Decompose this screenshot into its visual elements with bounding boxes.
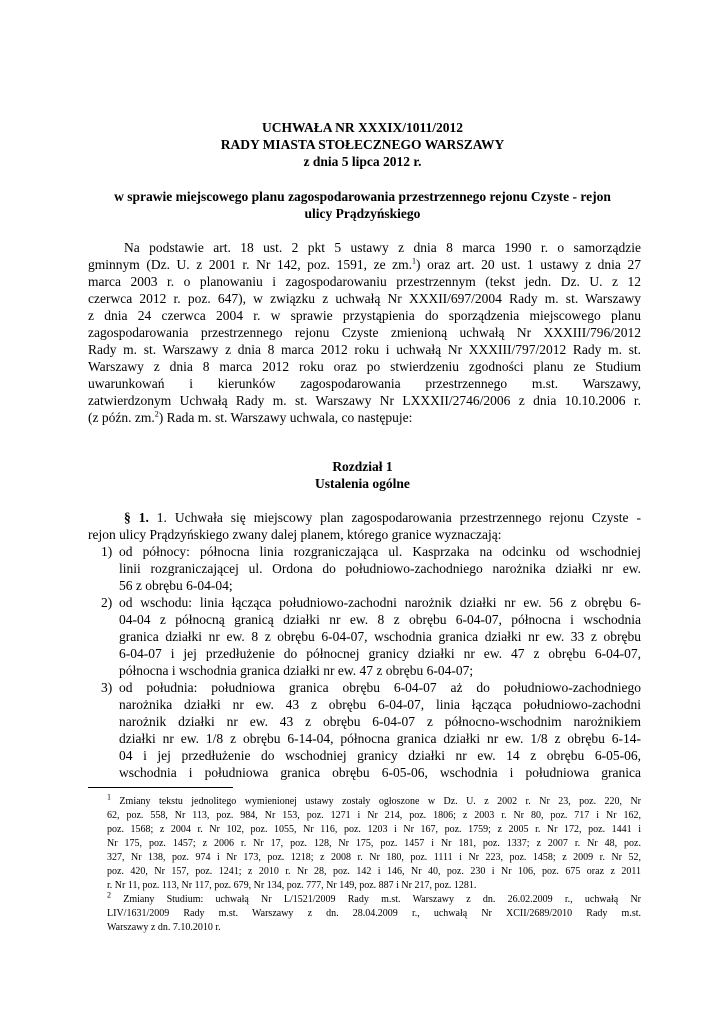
footnote-2-line: LIV/1631/2009 Rady m.st. Warszawy z dn. 28.04.2009 r., uchwałą Nr XCII/2689/2010 Rady m.st.: [107, 908, 641, 919]
subject-line-2: ulicy Prądzyńskiego: [304, 206, 421, 221]
preamble-line: Na podstawie art. 18 ust. 2 pkt 5 ustawy z dnia 8 marca 1990 r. o samorządzie: [124, 240, 641, 255]
footnote-1-line: poz. 1568; z 2004 r. Nr 102, poz. 1055, Nr 116, poz. 1203 i Nr 167, poz. 1759; z 2005 r. Nr 172, poz. 1441 i: [107, 824, 641, 835]
list-item-line: narożnika działki nr ew. 43 z obrębu 6-04-07, linia łącząca południowo-zachodni: [119, 697, 641, 712]
list-item-number: 1): [101, 544, 113, 559]
list-item-number: 3): [101, 680, 113, 695]
list-item-line: działki nr ew. 1/8 z obrębu 6-14-04, północna granica działki nr ew. 1/8 z obrębu 6-14-: [119, 731, 641, 746]
footnote-mark-1: 1: [107, 792, 111, 802]
list-item-line: wschodnia i południowa granica obrębu 6-05-06, wschodnia i południowa granica: [119, 765, 641, 780]
footnote-ref-2: 2: [154, 409, 159, 419]
footnote-1-line: r. Nr 11, poz. 113, Nr 117, poz. 679, Nr 134, poz. 777, Nr 149, poz. 887 i Nr 217, poz. 1281.: [107, 880, 477, 891]
preamble-line: uwarunkowań i kierunków zagospodarowania przestrzennego m.st. Warszawy,: [88, 376, 641, 391]
list-item-line: 04 i jej przedłużenie do wschodniej granicy działki nr ew. 14 z obrębu 6-05-06,: [119, 748, 641, 763]
list-item-line: narożnik działki nr ew. 43 z obrębu 6-04-07 z północno-wschodnim narożnikiem: [119, 714, 641, 729]
resolution-number: UCHWAŁA NR XXXIX/1011/2012: [261, 120, 464, 135]
list-item-line: północna i wschodnia granica działki nr ew. 47 z obrębu 6-04-07;: [119, 663, 474, 678]
preamble-line: Warszawy z dnia 8 marca 2012 roku oraz po stwierdzeniu zgodności planu ze Studium: [88, 359, 641, 374]
resolution-date: z dnia 5 lipca 2012 r.: [303, 154, 422, 169]
list-item-line: granica działki nr ew. 8 z obrębu 6-04-07, wschodnia granica działki nr ew. 33 z obrębu: [119, 629, 641, 644]
preamble-line: z dnia 24 czerwca 2004 r. w sprawie przystąpienia do sporządzenia miejscowego planu: [88, 308, 641, 323]
chapter-title: Rozdział 1: [332, 459, 393, 474]
footnote-2-line: Warszawy z dn. 7.10.2010 r.: [107, 922, 221, 933]
list-item-line: od południa: południowa granica obrębu 6-04-07 aż do południowo-zachodniego: [119, 680, 641, 695]
preamble-line: Rady m. st. Warszawy z dnia 8 marca 2012 roku i uchwałą Nr XXXIII/797/2012 Rady m. st.: [88, 342, 641, 357]
preamble-line: marca 2003 r. o planowaniu i zagospodarowaniu przestrzennym (tekst jedn. Dz. U. z 12: [88, 274, 641, 289]
footnote-2-line: $^2$ Zmiany Studium: uchwałą Nr L/1521/2009 Rady m.st. Warszawy z dn. 26.02.2009 r., uchwałą Nr: [107, 890, 641, 905]
footnote-separator: [88, 787, 233, 788]
section-1-intro-cont: rejon ulicy Prądzyńskiego zwany dalej planem, którego granice wyznaczają:: [88, 527, 502, 542]
footnote-1-line: 62, poz. 558, Nr 113, poz. 984, Nr 153, poz. 1271 i Nr 214, poz. 1806; z 2003 r. Nr 80, poz. 717 i Nr 162,: [107, 810, 641, 821]
preamble-line: zagospodarowania przestrzennego rejonu Czyste zmienioną uchwałą Nr XXXIII/796/2012: [88, 325, 641, 340]
list-item-number: 2): [101, 595, 113, 610]
preamble-line: czerwca 2012 r. poz. 647), w związku z uchwałą Nr XXXII/697/2004 Rady m. st. Warszawy: [88, 291, 641, 306]
list-item-line: 04-04 z północną granicą działki nr ew. 8 z obrębu 6-04-07, północna i wschodnia: [119, 612, 641, 627]
list-item-line: 56 z obrębu 6-04-04;: [119, 578, 233, 593]
footnote-ref-1: 1: [412, 256, 417, 266]
preamble-line: zatwierdzonym Uchwałą Rady m. st. Warszawy Nr LXXXII/2746/2006 z dnia 10.10.2006 r.: [88, 393, 641, 408]
section-1-intro: § 1. 1. Uchwała się miejscowy plan zagospodarowania przestrzennego rejonu Czyste -: [124, 510, 641, 525]
subject-line-1: w sprawie miejscowego planu zagospodarowania przestrzennego rejonu Czyste - rejon: [114, 189, 611, 204]
chapter-subtitle: Ustalenia ogólne: [315, 476, 410, 491]
preamble-line: (z późn. zm.$^2$) Rada m. st. Warszawy uchwala, co następuje:: [88, 409, 413, 425]
footnote-1-line: $^1$ Zmiany tekstu jednolitego wymienionej ustawy zostały ogłoszone w Dz. U. z 2002 r. Nr 23, poz. 220, Nr: [107, 792, 641, 807]
list-item-line: 6-04-07 i jej przedłużenie do północnej granicy działki nr ew. 47 z obrębu 6-04-07,: [119, 646, 641, 661]
footnote-1-line: poz. 420, Nr 157, poz. 1241; z 2010 r. Nr 28, poz. 142 i 146, Nr 40, poz. 230 i Nr 106, poz. 675 oraz z 2011: [107, 866, 641, 877]
section-mark: § 1.: [124, 510, 149, 525]
footnote-mark-2: 2: [107, 890, 111, 900]
footnote-1-line: Nr 175, poz. 1457; z 2006 r. Nr 17, poz. 128, Nr 175, poz. 1457 i Nr 181, poz. 1337; z 2007 r. Nr 48, poz.: [107, 838, 641, 849]
list-item-line: od północy: północna linia rozgraniczająca ul. Kasprzaka na odcinku od wschodniej: [119, 544, 641, 559]
preamble-line: gminnym (Dz. U. z 2001 r. Nr 142, poz. 1591, ze zm.$^1$) oraz art. 20 ust. 1 ustawy z dnia 27: [88, 256, 641, 272]
list-item-line: od wschodu: linia łącząca południowo-zachodni narożnik działki nr ew. 56 z obrębu 6-: [119, 595, 641, 610]
council-name: RADY MIASTA STOŁECZNEGO WARSZAWY: [220, 137, 505, 152]
footnote-1-line: 327, Nr 138, poz. 974 i Nr 173, poz. 1218; z 2008 r. Nr 180, poz. 1111 i Nr 223, poz. 1458; z 2009 r. Nr 52,: [107, 852, 641, 863]
list-item-line: linii rozgraniczającej ul. Ordona do południowo-zachodniego narożnika działki nr ew.: [119, 561, 641, 576]
